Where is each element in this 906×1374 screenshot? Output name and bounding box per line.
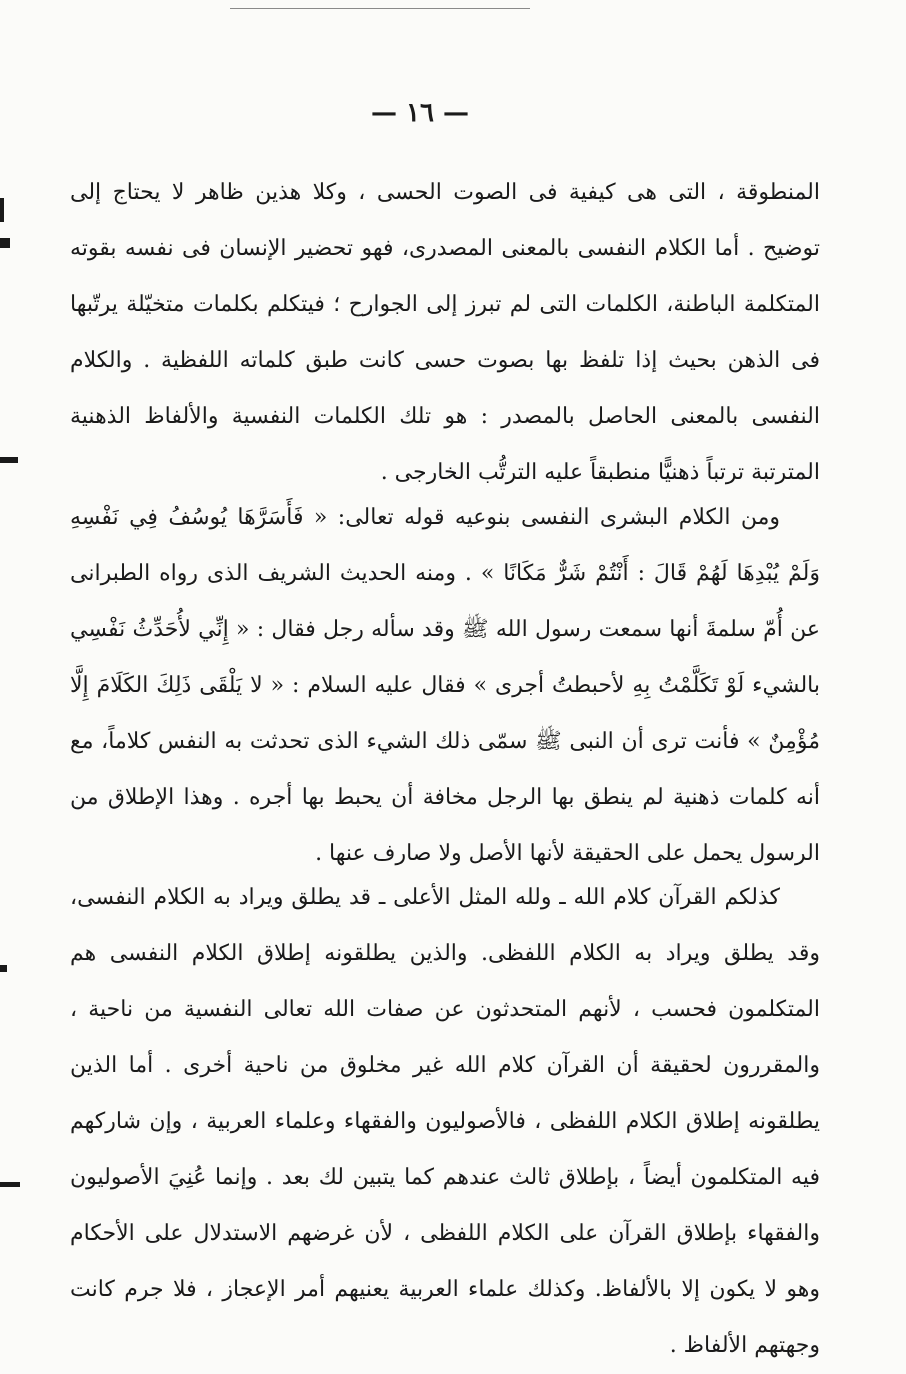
paragraph-3-text: كذلكم القرآن كلام الله ـ ولله المثل الأعلى ـ قد يطلق ويراد به الكلام النفسى، وقد يطلق ويراد به الكلام اللفظى. والذين يطلقونه إطلاق الكلام النفسى هم المتكلمون فحسب ، لأنهم المتحدثون عن صفات الله تعالى النفسية من ناحية ، والمقررون لحقيقة أن القرآن كلام الله غير مخلوق من ناحية أخرى . أما الذين يطلقونه إطلاق الكلام اللفظى ، فالأصوليون والفقهاء وعلماء العربية ، وإن شاركهم فيه المتكلمون أيضاً ، بإطلاق ثالث عندهم كما يتبين لك بعد . وإنما عُنِيَ الأصوليون والفقهاء بإطلاق القرآن على الكلام اللفظى ، لأن غرضهم الاستدلال على الأحكام وهو لا يكون إلا بالألفاظ. وكذلك علماء العربية يعنيهم أمر الإعجاز ، فلا جرم كانت وجهتهم الألفاظ . <box>70 885 820 1358</box>
paragraph-2 <box>70 490 820 882</box>
paragraph-3 <box>70 870 820 1374</box>
margin-mark <box>0 238 10 248</box>
paragraph-1-text: المنطوقة ، التى هى كيفية فى الصوت الحسى ، وكلا هذين ظاهر لا يحتاج إلى توضيح . أما الكلام النفسى بالمعنى المصدرى، فهو تحضير الإنسان فى نفسه بقوته المتكلمة الباطنة، الكلمات التى لم تبرز إلى الجوارح ؛ فيتكلم بكلمات متخيّلة يرتّبها فى الذهن بحيث إذا تلفظ بها بصوت حسى كانت طبق كلماته اللفظية . والكلام النفسى بالمعنى الحاصل بالمصدر : هو تلك الكلمات النفسية والألفاظ الذهنية المترتبة ترتباً ذهنيًّا منطبقاً عليه الترتُّب الخارجى . <box>70 180 820 485</box>
top-rule <box>230 8 530 9</box>
margin-mark <box>0 965 7 972</box>
page-number: — ١٦ — <box>370 98 470 128</box>
margin-mark <box>0 198 4 222</box>
paragraph-1 <box>70 165 820 501</box>
margin-mark <box>0 457 18 463</box>
margin-mark <box>0 1182 20 1187</box>
paragraph-2-text: ومن الكلام البشرى النفسى بنوعيه قوله تعالى: « فَأَسَرَّهَا يُوسُفُ فِي نَفْسِهِ وَلَمْ يُبْدِهَا لَهُمْ قَالَ : أَنْتُمْ شَرٌّ مَكَانًا » . ومنه الحديث الشريف الذى رواه الطبرانى عن أُمّ سلمةَ أنها سمعت رسول الله ﷺ وقد سأله رجل فقال : « إِنِّي لأُحَدِّثُ نَفْسِي بالشيء لَوْ تَكَلَّمْتُ بِهِ لأحبطتُ أجرى » فقال عليه السلام : « لا يَلْقَى ذَلِكَ الكَلَامَ إِلَّا مُؤْمِنٌ » فأنت ترى أن النبى ﷺ سمّى ذلك الشيء الذى تحدثت به النفس كلاماً، مع أنه كلمات ذهنية لم ينطق بها الرجل مخافة أن يحبط بها أجره . وهذا الإطلاق من الرسول يحمل على الحقيقة لأنها الأصل ولا صارف عنها . <box>70 505 820 866</box>
